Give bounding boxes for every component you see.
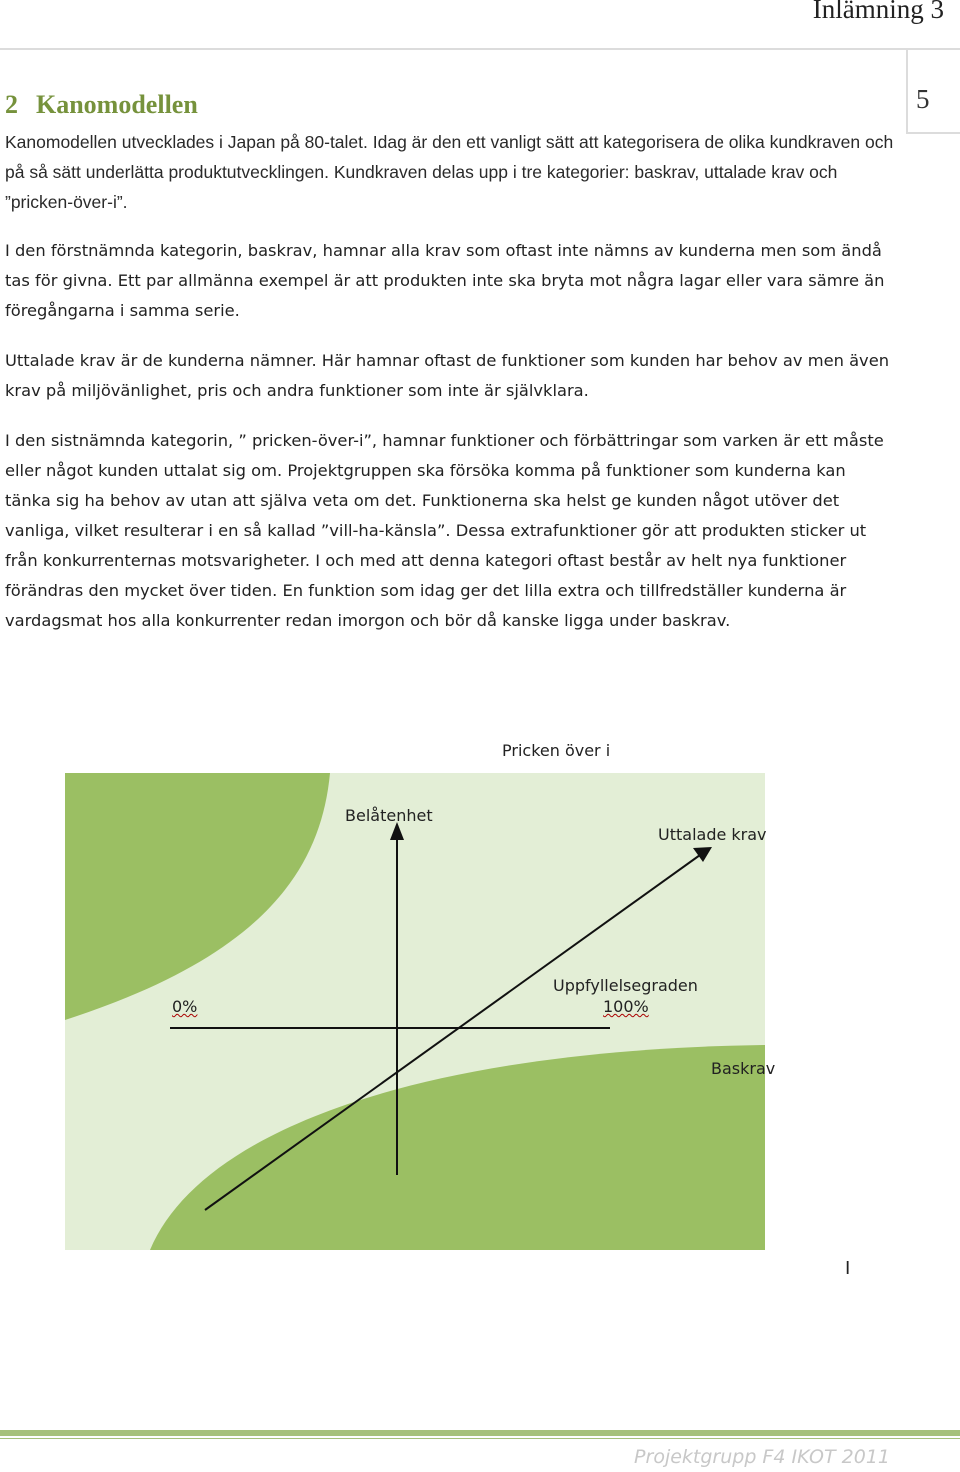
footer-text: Projektgrupp F4 IKOT 2011 xyxy=(634,1446,890,1468)
footer-rule xyxy=(0,1430,960,1436)
kano-diagram-graphic xyxy=(0,730,960,1280)
document-header-title: Inlämning 3 xyxy=(812,0,944,24)
page-number-divider xyxy=(906,132,960,134)
page-number-divider-vertical xyxy=(906,48,908,134)
label-uttalade-krav: Uttalade krav xyxy=(658,825,767,844)
paragraph-uttalade-krav: Uttalade krav är de kunderna nämner. Här hamnar oftast de funktioner som kunden har behov av men även krav på miljövänlighet, pris och andra funktioner som inte är självklara. xyxy=(5,351,890,400)
label-100-percent: 100% xyxy=(603,997,649,1016)
section-heading xyxy=(5,90,198,120)
page-number: 5 xyxy=(916,84,930,114)
label-uppfyllelsegraden: Uppfyllelsegraden xyxy=(553,976,698,995)
paragraph-pricken-over-i: I den sistnämnda kategorin, ” pricken-över-i”, hamnar funktioner och förbättringar som varken är ett måste eller något kunden uttalat sig om. Projektgruppen ska försöka komma på funktioner som kunderna kan tänka sig ha behov av utan att själva veta om det. Funktionerna ska helst ge kunden något utöver det vanliga, vilket resulterar i en så kallad ”vill-ha-känsla”. Dessa extrafunktioner gör att produkten sticker ut från konkurrenternas motsvarigheter. I och med att denna kategori oftast består av helt nya funktioner förändras den mycket över tiden. En funktion som idag ger det lilla extra och tillfredställer kunderna är vardagsmat hos alla konkurrenter redan imorgon och bör då kanske ligga under baskrav. xyxy=(5,431,884,630)
header-divider xyxy=(0,48,960,50)
section-number: 2 xyxy=(5,90,18,119)
paragraph-baskrav: I den förstnämnda kategorin, baskrav, hamnar alla krav som oftast inte nämns av kunderna men som ändå tas för givna. Ett par allmänna exempel är att produkten inte ska bryta mot några lagar eller vara sämre än föregångarna i samma serie. xyxy=(5,241,885,320)
text-cursor-mark: I xyxy=(845,1258,851,1279)
kano-model-diagram xyxy=(0,730,960,1280)
label-pricken-over-i: Pricken över i xyxy=(502,741,611,760)
label-0-percent: 0% xyxy=(172,997,198,1016)
section-title: Kanomodellen xyxy=(36,90,198,119)
intro-paragraph: Kanomodellen utvecklades i Japan på 80-talet. Idag är den ett vanligt sätt att kategorisera de olika kundkraven och på så sätt underlätta produktutvecklingen. Kundkraven delas upp i tre kategorier: baskrav, uttalade krav och ”pricken-över-i”. xyxy=(5,132,894,212)
footer-rule-thin xyxy=(0,1438,960,1439)
label-baskrav: Baskrav xyxy=(711,1059,776,1078)
label-belatenhet: Belåtenhet xyxy=(345,806,433,825)
